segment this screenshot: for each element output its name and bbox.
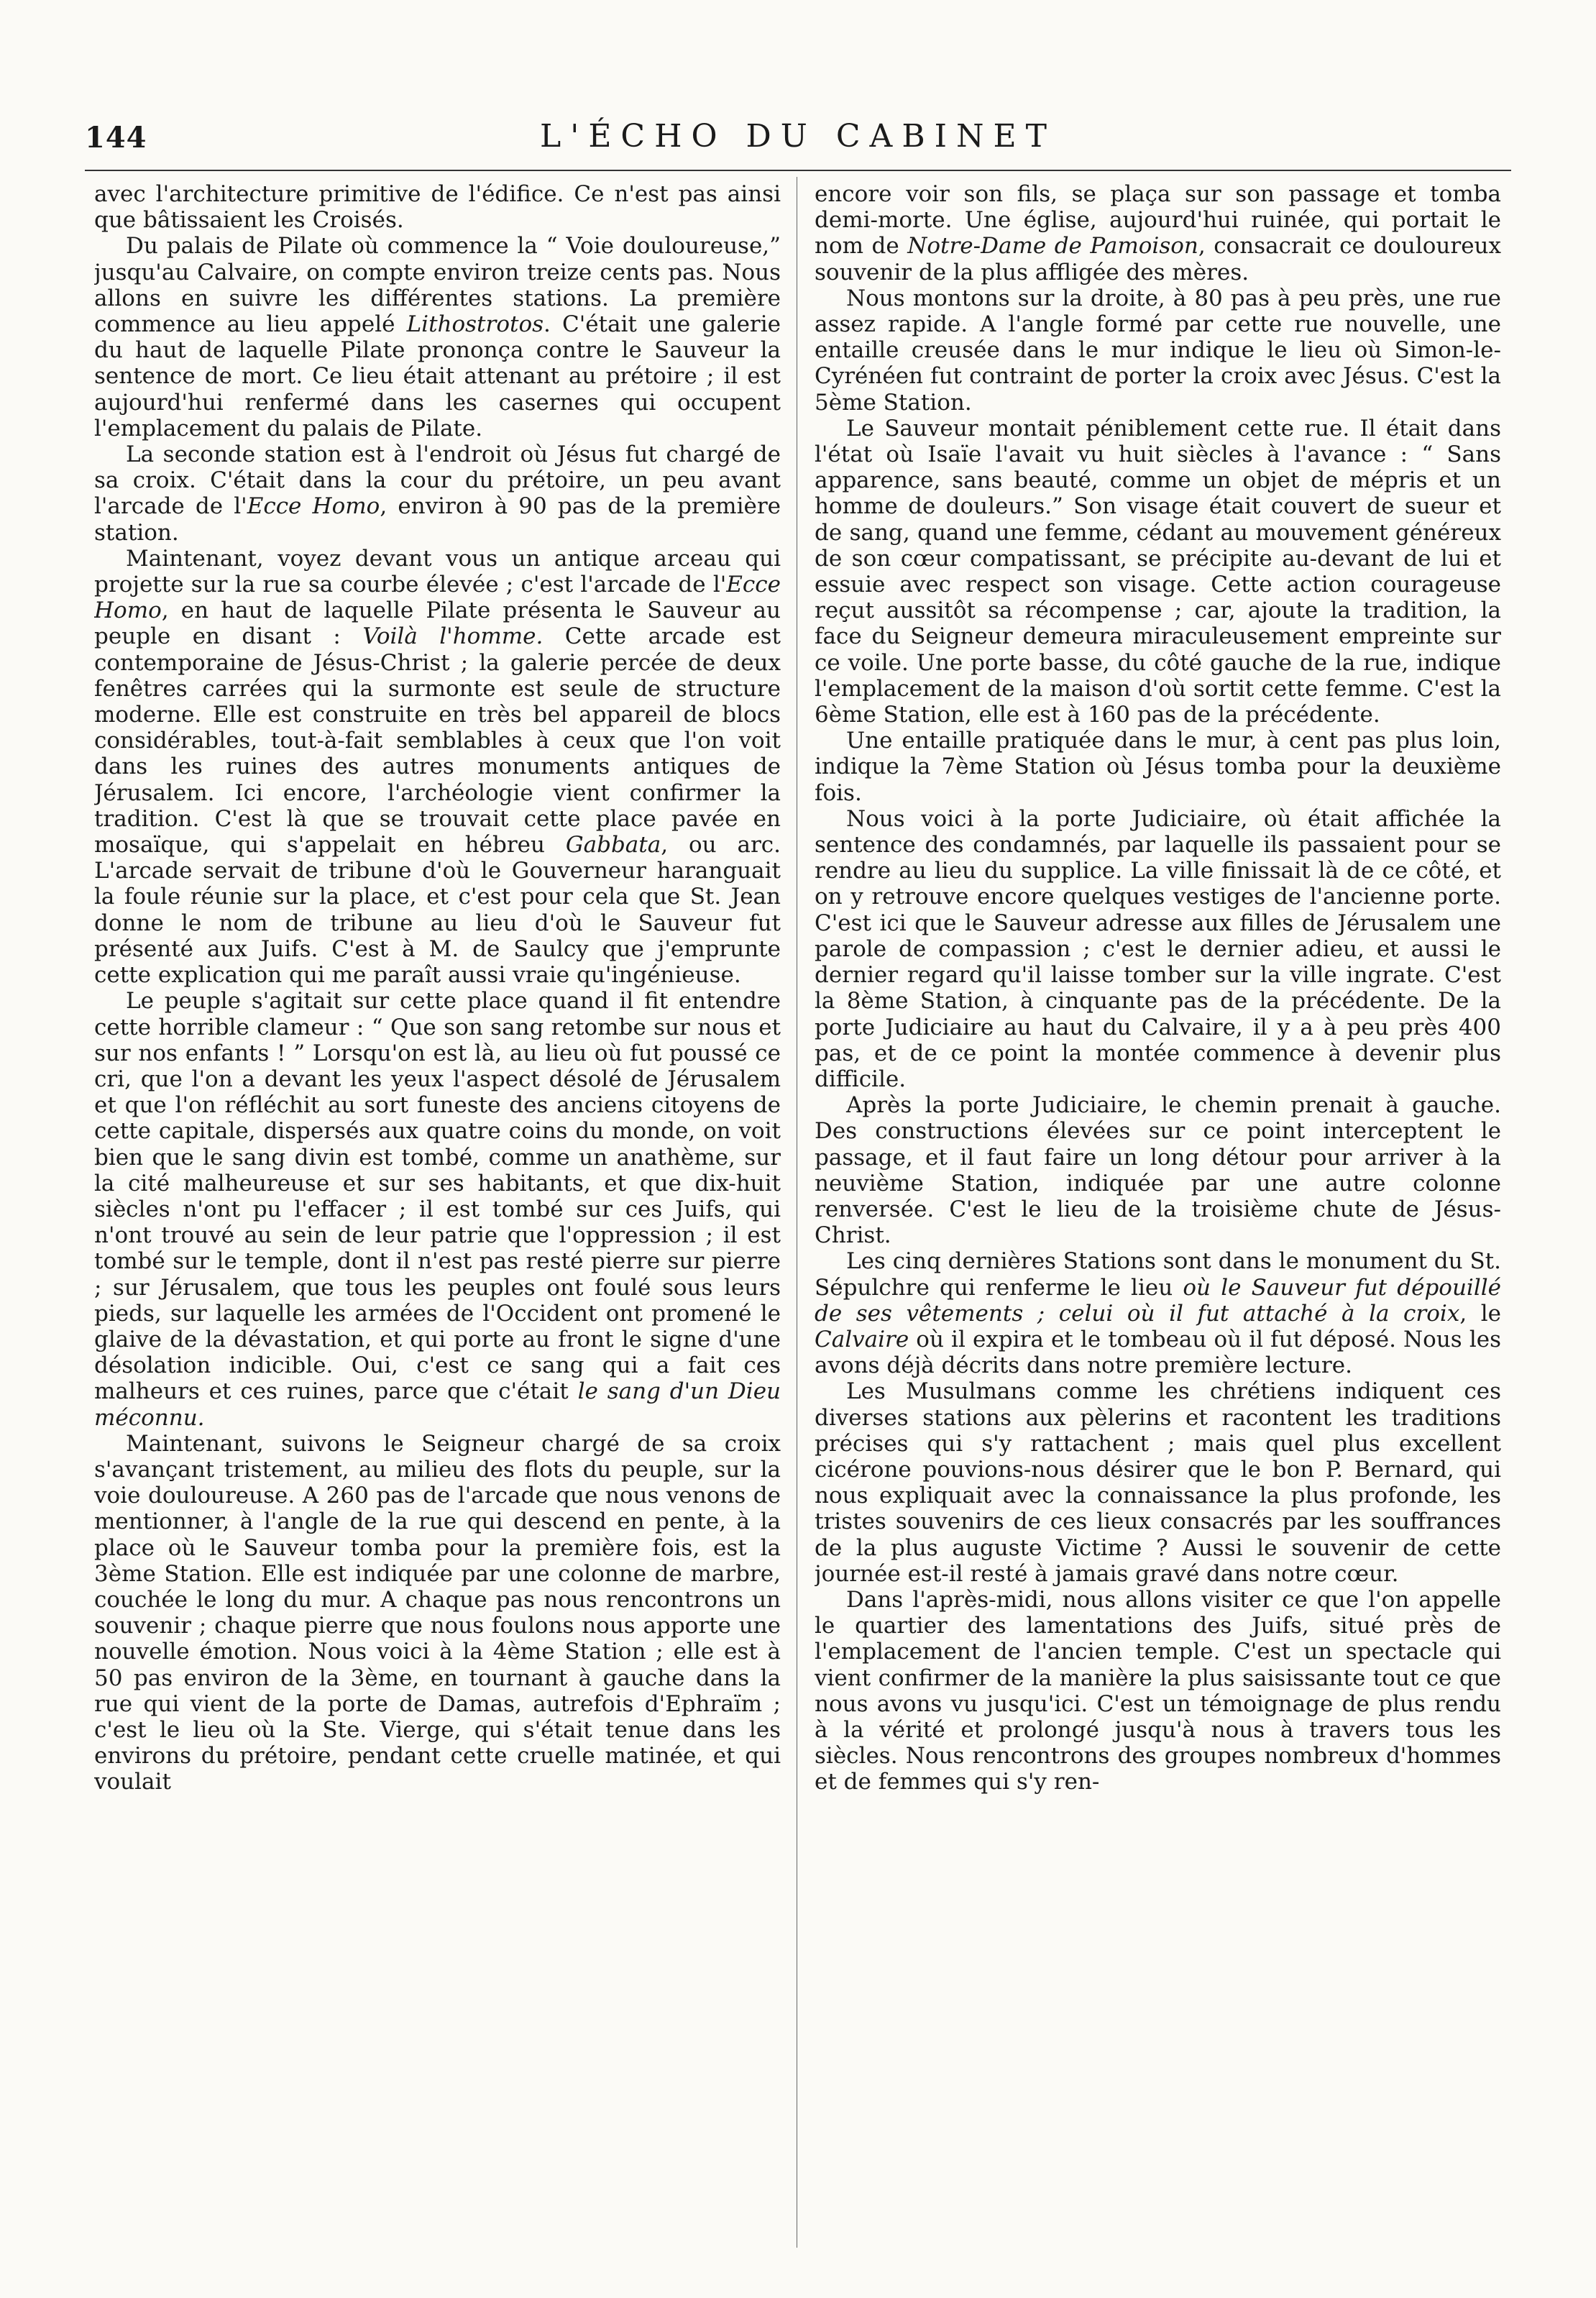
page-number: 144 <box>85 121 147 155</box>
paragraph <box>815 1378 1501 1587</box>
text-run: Après la porte Judiciaire, le chemin prenait à gauche. Des constructions élevées sur ce point interceptent le passage, et il faut faire un long détour pour arriver à la neuvième Station, indiquée par une autre colonne renversée. C'est le lieu de la troisième chute de Jésus-Christ. <box>815 1092 1501 1249</box>
text-run: , environ à 90 pas de la première station. <box>94 493 781 546</box>
text-run: Cette arcade est contemporaine de Jésus-Christ ; la galerie percée de deux fenêtres carrées qui la surmonte est seule de structure moderne. Elle est construite en très bel appareil de blocs considérables, tout-à-fait semblables à ceux que l'on voit dans les ruines des autres monuments antiques de Jérusalem. Ici encore, l'archéologie vient confirmer la tradition. C'est là que se trouvait cette place pavée en mosaïque, qui s'appelait en hébreu <box>94 623 781 859</box>
paragraph <box>815 1248 1501 1378</box>
header-rule <box>85 170 1511 171</box>
italic-text: Gabbata <box>565 832 661 859</box>
paragraph <box>94 441 781 546</box>
text-run: Maintenant, voyez devant vous un antique arceau qui projette sur la rue sa courbe élevée ; c'est l'arcade de l' <box>94 545 781 598</box>
italic-text: où le Sauveur fut dépouillé de ses vêtements ; celui où il fut attaché à la croix <box>815 1274 1501 1327</box>
text-run: . C'était une galerie du haut de laquelle Pilate prononça contre le Sauveur la sentence de mort. Ce lieu était attenant au prétoire ; il est aujourd'hui renfermé dans les casernes qui occupent l'emplacement du palais de Pilate. <box>94 311 781 441</box>
text-run: Dans l'après-midi, nous allons visiter ce que l'on appelle le quartier des lamentations des Juifs, situé près de l'emplacement de l'ancien temple. C'est un spectacle qui vient confirmer de la manière la plus saisissante tout ce que nous avons vu jusqu'ici. C'est un témoignage de plus rendu à la vérité et prolongé jusqu'à nous à travers tous les siècles. Nous rencontrons des groupes nombreux d'hommes et de femmes qui s'y ren- <box>815 1586 1501 1795</box>
paragraph <box>815 416 1501 728</box>
right-column <box>815 181 1501 2252</box>
text-run: Nous voici à la porte Judiciaire, où était affichée la sentence des condamnés, par laquelle ils passaient pour se rendre au lieu du supplice. La ville finissait là de ce côté, et on y retrouve encore quelques vestiges de l'ancienne porte. C'est ici que le Sauveur adresse aux filles de Jérusalem une parole de compassion ; c'est le dernier adieu, et aussi le dernier regard qu'il laisse tomber sur la ville ingrate. C'est la 8ème Station, à cinquante pas de la précédente. De la porte Judiciaire au haut du Calvaire, il y a à peu près 400 pas, et de ce point la montée commence à devenir plus difficile. <box>815 805 1501 1092</box>
italic-text: Ecce Homo <box>94 572 781 624</box>
paragraph <box>94 988 781 1430</box>
text-run: La seconde station est à l'endroit où Jésus fut chargé de sa croix. C'était dans la cour du prétoire, un peu avant l'arcade de l' <box>94 441 781 520</box>
paragraph <box>94 546 781 988</box>
page-header <box>85 108 1511 165</box>
text-run: avec l'architecture primitive de l'édifice. Ce n'est pas ainsi que bâtissaient les Croisés. <box>94 181 781 234</box>
italic-text: Ecce Homo <box>247 493 380 520</box>
paragraph <box>815 728 1501 806</box>
paragraph <box>94 1431 781 1795</box>
text-run: Une entaille pratiquée dans le mur, à cent pas plus loin, indique la 7ème Station où Jésus tomba pour la deuxième fois. <box>815 728 1501 806</box>
italic-text: Voilà l'homme. <box>362 623 544 650</box>
text-run: , consacrait ce douloureux souvenir de la plus affligée des mères. <box>815 233 1501 285</box>
text-run: encore voir son fils, se plaça sur son passage et tomba demi-morte. Une église, aujourd'hui ruinée, qui portait le nom de <box>815 181 1501 260</box>
text-run: Le Sauveur montait péniblement cette rue. Il était dans l'état où Isaïe l'avait vu huit siècles à l'avance : “ Sans apparence, sans beauté, comme un objet de mépris et un homme de douleurs.” Son visage était couvert de sueur et de sang, quand une femme, cédant au mouvement généreux de son cœur compatissant, se précipite au-devant de lui et essuie avec respect son visage. Cette action courageuse reçut aussitôt sa récompense ; car, ajoute la tradition, la face du Seigneur demeura miraculeusement empreinte sur ce voile. Une porte basse, du côté gauche de la rue, indique l'emplacement de la maison d'où sortit cette femme. C'est la 6ème Station, elle est à 160 pas de la précédente. <box>815 415 1501 728</box>
italic-text: Lithostrotos <box>406 311 544 338</box>
paragraph <box>815 1587 1501 1795</box>
text-run: Les Musulmans comme les chrétiens indiquent ces diverses stations aux pèlerins et racontent les traditions précises qui s'y rattachent ; mais quel plus excellent cicérone pouvions-nous désirer que le bon P. Bernard, qui nous expliquait avec la connaissance la plus profonde, les tristes souvenirs de ces lieux consacrés par les souffrances de la plus auguste Victime ? Aussi le souvenir de cette journée est-il resté à jamais gravé dans notre cœur. <box>815 1378 1501 1587</box>
italic-text: Notre-Dame de Pamoison <box>907 233 1198 260</box>
text-run: Nous montons sur la droite, à 80 pas à peu près, une rue assez rapide. A l'angle formé par cette rue nouvelle, une entaille creusée dans le mur indique le lieu où Simon-le-Cyrénéen fut contraint de porter la croix avec Jésus. C'est la 5ème Station. <box>815 285 1501 416</box>
paragraph <box>94 233 781 441</box>
paragraph <box>815 806 1501 1092</box>
left-column <box>94 181 781 2252</box>
paragraph <box>815 285 1501 416</box>
italic-text: le sang d'un Dieu méconnu. <box>94 1378 781 1431</box>
italic-text: Calvaire <box>815 1326 909 1352</box>
paragraph <box>815 1092 1501 1248</box>
text-run: où il expira et le tombeau où il fut déposé. Nous les avons déjà décrits dans notre première lecture. <box>815 1326 1501 1379</box>
text-run: , le <box>1459 1300 1501 1327</box>
text-run: , ou arc. L'arcade servait de tribune d'où le Gouverneur haranguait la foule réunie sur la place, et c'est pour cela que St. Jean donne le nom de tribune au lieu d'où le Sauveur fut présenté aux Juifs. C'est à M. de Saulcy que j'emprunte cette explication qui me paraît aussi vraie qu'ingénieuse. <box>94 832 781 989</box>
text-run: Du palais de Pilate où commence la “ Voie douloureuse,” jusqu'au Calvaire, on compte environ treize cents pas. Nous allons en suivre les différentes stations. La première commence au lieu appelé <box>94 233 781 338</box>
paragraph <box>94 181 781 233</box>
text-run: Maintenant, suivons le Seigneur chargé de sa croix s'avançant tristement, au milieu des flots du peuple, sur la voie douloureuse. A 260 pas de l'arcade que nous venons de mentionner, à l'angle de la rue qui descend en pente, à la place où le Sauveur tomba pour la première fois, est la 3ème Station. Elle est indiquée par une colonne de marbre, couchée le long du mur. A chaque pas nous rencontrons un souvenir ; chaque pierre que nous foulons nous apporte une nouvelle émotion. Nous voici à la 4ème Station ; elle est à 50 pas environ de la 3ème, en tournant à gauche dans la rue qui vient de la porte de Damas, autrefois d'Ephraïm ; c'est le lieu où la Ste. Vierge, qui s'était tenue dans les environs du prétoire, pendant cette cruelle matinée, et qui voulait <box>94 1430 781 1795</box>
text-run: , en haut de laquelle Pilate présenta le Sauveur au peuple en disant : <box>94 598 781 650</box>
text-run: Les cinq dernières Stations sont dans le monument du St. Sépulchre qui renferme le lieu <box>815 1248 1501 1301</box>
text-run: Le peuple s'agitait sur cette place quand il fit entendre cette horrible clameur : “ Que son sang retombe sur nous et sur nos enfants ! ” Lorsqu'on est là, au lieu où fut poussé ce cri, que l'on a devant les yeux l'aspect désolé de Jérusalem et que l'on réfléchit au sort funeste des anciens citoyens de cette capitale, dispersés aux quatre coins du monde, on voit bien que le sang divin est tombé, comme un anathème, sur la cité malheureuse et sur ses habitants, et que dix-huit siècles n'ont pu l'effacer ; il est tombé sur ces Juifs, qui n'ont trouvé au sein de leur patrie que l'oppression ; il est tombé sur le temple, dont il n'est pas resté pierre sur pierre ; sur Jérusalem, que tous les peuples ont foulé sous leurs pieds, sur laquelle les armées de l'Occident ont promené le glaive de la dévastation, et qui porte au front le signe d'une désolation indicible. Oui, c'est ce sang qui a fait ces malheurs et ces ruines, parce que c'était <box>94 988 781 1405</box>
running-title: L'ÉCHO DU CABINET <box>540 118 1056 155</box>
paragraph <box>815 181 1501 285</box>
